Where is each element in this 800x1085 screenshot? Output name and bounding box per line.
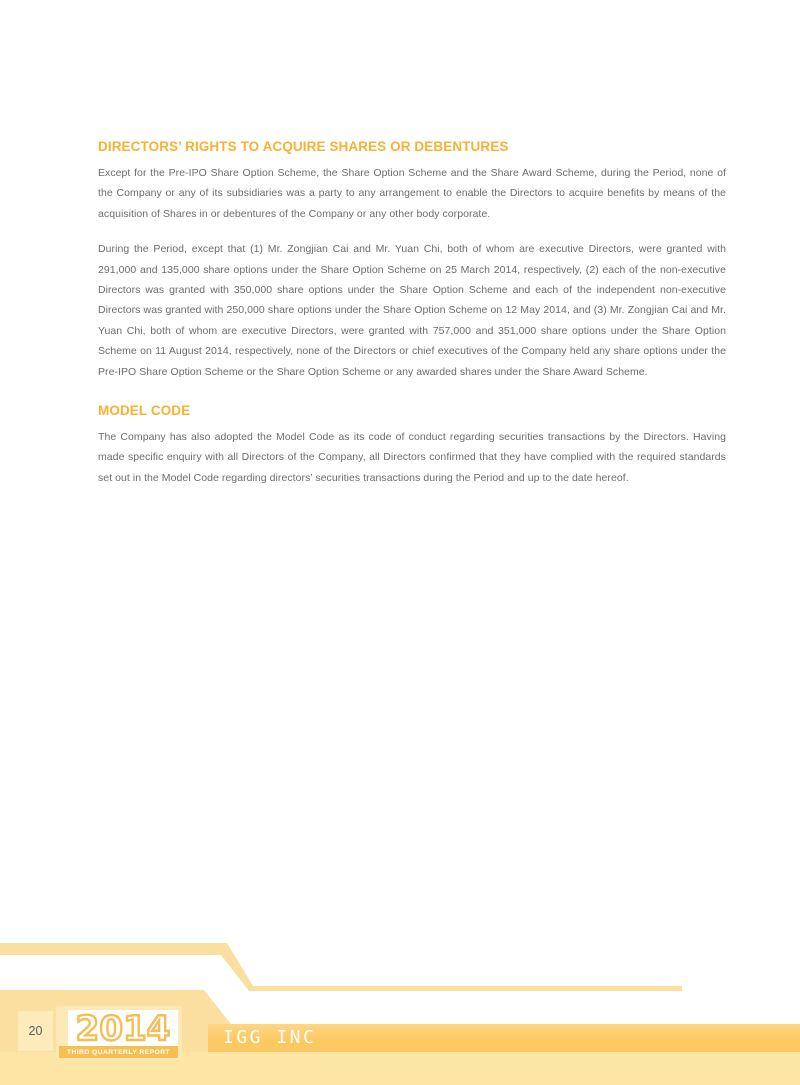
logo-year-graphic [70, 1011, 176, 1045]
paragraph: The Company has also adopted the Model Code as its code of conduct regarding securities transactions by the Directors. Having made specific enquiry with all Directors of the Company, all Directors confirmed that they have complied with the required standards set out in the Model Code regarding directors’ securities transactions during the Period and up to the date hereof. [98, 431, 726, 484]
paragraph: Except for the Pre-IPO Share Option Scheme, the Share Option Scheme and the Share Award Scheme, during the Period, none of the Company or any of its subsidiaries was a party to any arrangement to enable the Directors to acquire benefits by means of the acquisition of Shares in or debentures of the Company or any other body corporate. [98, 167, 726, 220]
paragraph: During the Period, except that (1) Mr. Zongjian Cai and Mr. Yuan Chi, both of whom are executive Directors, were granted with 291,000 and 135,000 share options under the Share Option Scheme on 25 March 2014, respectively, (2) each of the non-executive Directors was granted with 350,000 share options under the Share Option Scheme and each of the independent non-executive Directors was granted with 250,000 share options under the Share Option Scheme on 12 May 2014, and (3) Mr. Zongjian Cai and Mr. Yuan Chi, both of whom are executive Directors, were granted with 757,000 and 351,000 share options under the Share Option Scheme on 11 August 2014, respectively, none of the Directors or chief executives of the Company held any share options under the Pre-IPO Share Option Scheme or the Share Option Scheme or any awarded shares under the Share Award Scheme. [98, 243, 726, 378]
logo-subtitle: THIRD QUARTERLY REPORT [59, 1046, 178, 1058]
page-number-box [18, 1011, 53, 1051]
angled-stripe [0, 943, 682, 991]
logo-year-text: 2014 [75, 1011, 171, 1045]
logo-year-box [68, 1010, 178, 1046]
section-heading-directors-rights: DIRECTORS’ RIGHTS TO ACQUIRE SHARES OR DEBENTURES [98, 139, 509, 154]
page-number: 20 [28, 1024, 43, 1038]
company-name: IGG INC [223, 1027, 317, 1048]
report-logo [56, 1006, 182, 1060]
section-heading-model-code: MODEL CODE [98, 403, 191, 419]
main-content [98, 139, 726, 503]
